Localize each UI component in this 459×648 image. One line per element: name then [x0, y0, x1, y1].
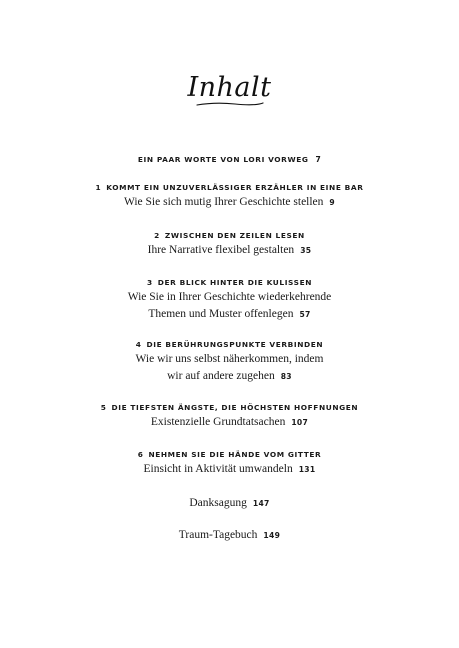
- toc-page-number: 35: [300, 246, 312, 255]
- toc-heading-text: NEHMEN SIE DIE HÄNDE VOM GITTER: [148, 450, 322, 459]
- toc-subtitle: [0, 495, 459, 512]
- toc-subtitle-line-2: [0, 368, 459, 385]
- toc-entry-chapter-5[interactable]: [0, 402, 459, 431]
- toc-subtitle-line-2: [0, 306, 459, 323]
- toc-heading: [0, 402, 459, 414]
- toc-subtitle-text: wir auf andere zugehen: [167, 370, 275, 382]
- toc-heading: [0, 230, 459, 242]
- toc-page-number: 147: [252, 499, 270, 508]
- toc-entry-acknowledgements[interactable]: [0, 495, 459, 512]
- toc-page-number: 131: [298, 465, 316, 474]
- toc-subtitle: [0, 527, 459, 544]
- toc-heading-text: ZWISCHEN DEN ZEILEN LESEN: [164, 231, 305, 240]
- toc-subtitle-text: Themen und Muster offenlegen: [148, 308, 294, 320]
- toc-heading: [0, 182, 459, 194]
- toc-subtitle-text: Ihre Narrative flexibel gestalten: [147, 244, 295, 256]
- toc-entry-chapter-2[interactable]: [0, 230, 459, 259]
- toc-heading: [0, 154, 459, 166]
- toc-subtitle-text: Einsicht in Aktivität umwandeln: [143, 463, 293, 475]
- toc-heading-text: DER BLICK HINTER DIE KULISSEN: [157, 278, 312, 287]
- toc-entry-chapter-1[interactable]: [0, 182, 459, 211]
- toc-subtitle-text: Wie Sie in Ihrer Geschichte wiederkehrende: [127, 291, 332, 303]
- chapter-number: 4: [135, 340, 142, 349]
- chapter-number: 1: [95, 183, 102, 192]
- toc-subtitle-text: Danksagung: [189, 497, 247, 509]
- toc-subtitle-text: Wie wir uns selbst näherkommen, indem: [135, 353, 324, 365]
- toc-heading-text: DIE TIEFSTEN ÄNGSTE, DIE HÖCHSTEN HOFFNUNGEN: [111, 403, 359, 412]
- toc-page-number: 83: [280, 372, 292, 381]
- toc-page-number: 149: [263, 531, 281, 540]
- toc-subtitle-text: Traum-Tagebuch: [178, 529, 258, 541]
- toc-entry-chapter-3[interactable]: [0, 277, 459, 323]
- toc-heading: [0, 449, 459, 461]
- toc-subtitle-text: Wie Sie sich mutig Ihrer Geschichte stellen: [123, 196, 324, 208]
- toc-subtitle: [0, 461, 459, 478]
- toc-entry-dream-journal[interactable]: [0, 527, 459, 544]
- toc-page-number: 9: [329, 198, 336, 207]
- toc-entry-chapter-4[interactable]: [0, 339, 459, 385]
- toc-subtitle-line-1: [0, 289, 459, 306]
- toc-heading-text: EIN PAAR WORTE VON LORI VORWEG: [137, 155, 309, 164]
- page-title: Inhalt: [187, 72, 272, 103]
- chapter-number: 3: [147, 278, 153, 287]
- toc-heading: [0, 277, 459, 289]
- toc-entry-foreword[interactable]: [0, 154, 459, 166]
- toc-heading-text: DIE BERÜHRUNGSPUNKTE VERBINDEN: [146, 340, 324, 349]
- toc-subtitle: [0, 242, 459, 259]
- toc-heading-text: KOMMT EIN UNZUVERLÄSSIGER ERZÄHLER IN EINE BAR: [106, 183, 364, 192]
- toc-subtitle: [0, 194, 459, 211]
- title-block: [0, 72, 459, 108]
- toc-page-number: 57: [299, 310, 311, 319]
- toc-page-number: 7: [315, 155, 322, 164]
- toc-subtitle-text: Existenzielle Grundtatsachen: [150, 416, 286, 428]
- toc-subtitle: [0, 414, 459, 431]
- toc-entry-chapter-6[interactable]: [0, 449, 459, 478]
- toc-heading: [0, 339, 459, 351]
- chapter-number: 2: [154, 231, 160, 240]
- chapter-number: 6: [137, 450, 144, 459]
- chapter-number: 5: [100, 403, 107, 412]
- toc-subtitle-line-1: [0, 351, 459, 368]
- toc-page-number: 107: [291, 418, 309, 427]
